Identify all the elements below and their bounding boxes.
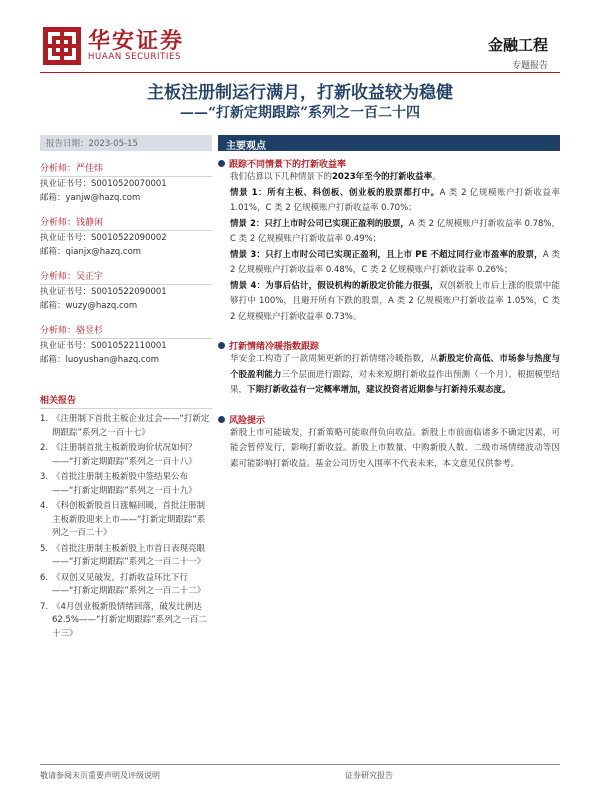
- paragraph: [218, 217, 560, 248]
- list-number: 4.: [40, 501, 49, 511]
- related-reports: [40, 393, 212, 641]
- analyst-email: 邮箱：luoyushan@hazq.com: [40, 355, 160, 365]
- analyst-block: [40, 319, 212, 367]
- main-content: [218, 135, 560, 472]
- analyst-name: 分析师：吴正宇: [40, 265, 212, 285]
- bullet-icon: [218, 416, 225, 423]
- text: 我们估算以下几种情景下的: [230, 172, 333, 182]
- report-subtitle: ——“打新定期跟踪”系列之一百二十四: [179, 105, 421, 121]
- related-report-text: 《首批注册制主板新股上市首日表现亮眼——“打新定期跟踪”系列之一百二十一》: [52, 543, 206, 567]
- list-number: 2.: [40, 443, 49, 453]
- analyst-cert: 执业证书号：S0010522090002: [40, 233, 167, 243]
- analyst-email: 邮箱：yanjw@hazq.com: [40, 193, 141, 203]
- bold-text: 情景 2：只打上市时公司已实现正盈利的股票，: [230, 218, 409, 229]
- bold-text: 情景 4：为事后估计，假设机构的新股定价能力很强，: [230, 280, 439, 291]
- related-report-text: 《注册制首批主板新股询价状况如何？——“打新定期跟踪”系列之一百十八》: [52, 443, 197, 467]
- text: A 类 2 亿规模账户打新收益率 0.78%，C 类 2 亿规模账户打新收益率 0.49%；: [230, 218, 560, 244]
- analyst-name: 分析师：严佳炜: [40, 157, 212, 177]
- paragraph: [218, 352, 560, 399]
- footer-label: 证券研究报告: [345, 771, 393, 780]
- related-report-item: [40, 500, 212, 541]
- related-reports-title: 相关报告: [40, 393, 212, 409]
- section-ipo-returns: [218, 157, 560, 325]
- related-report-item: [40, 572, 212, 599]
- bold-text: 下期打新收益有一定概率增加，建议投资者近期参与打新持乐观态度。: [247, 385, 511, 395]
- analyst-email: 邮箱：qianjx@hazq.com: [40, 247, 142, 257]
- section-heading-text: 风险提示: [229, 415, 266, 426]
- report-date: 报告日期：2023-05-15: [40, 135, 212, 151]
- footer-disclaimer: 敬请参阅末页重要声明及评级说明: [40, 771, 160, 780]
- paragraph: [218, 248, 560, 279]
- related-report-item: [40, 442, 212, 469]
- section-heading-text: 跟踪不同情景下的打新收益率: [229, 160, 347, 170]
- header-divider: [40, 72, 560, 73]
- section-sentiment-index: [218, 339, 560, 399]
- sidebar: [40, 135, 212, 643]
- report-type: 金融工程: [487, 36, 548, 54]
- related-report-text: 《科创板新股首日涨幅回暖，首批注册制主板新股迎来上市——“打新定期跟踪”系列之一百二十》: [52, 501, 206, 538]
- report-title: 主板注册制运行满月，打新收益较为稳健: [147, 83, 453, 103]
- analyst-name: 分析师：钱静闲: [40, 211, 212, 231]
- text: 。: [432, 172, 441, 182]
- analyst-cert: 执业证书号：S0010522110001: [40, 341, 167, 351]
- analyst-cert: 执业证书号：S0010522090001: [40, 287, 167, 297]
- page-header: [0, 0, 600, 80]
- analyst-name: 分析师：骆昱杉: [40, 319, 212, 339]
- huaan-logo-icon: [42, 26, 82, 66]
- analyst-cert: 执业证书号：S0010520070001: [40, 179, 167, 189]
- section-heading-text: 打新情绪冷暖指数跟踪: [229, 342, 320, 352]
- related-report-text: 《首批注册制主板新股中签结果公布——“打新定期跟踪”系列之一百十九》: [52, 472, 197, 496]
- bold-text: 新股定价高低、市场参与热度与个股盈利能力: [230, 354, 560, 380]
- related-report-item: [40, 471, 212, 498]
- analyst-email: 邮箱：wuzy@hazq.com: [40, 301, 138, 311]
- bold-text: 情景 1：所有主板、科创板、创业板的股票都打中。: [230, 187, 440, 198]
- text: A 类 2 亿规模账户打新收益率 0.48%，C 类 2 亿规模账户打新收益率 0.26%；: [230, 249, 560, 275]
- related-report-text: 《4月创业板新股情绪回落，破发比例达62.5%——“打新定期跟踪”系列之一百二十三》: [52, 601, 207, 639]
- list-number: 1.: [40, 414, 49, 424]
- related-report-text: 《注册制下首批主板企业过会——“打新定期跟踪”系列之一百十七》: [52, 414, 210, 438]
- bold-text: 2023年至今的打新收益率: [332, 172, 433, 182]
- related-report-item: [40, 601, 212, 642]
- bullet-icon: [218, 160, 225, 167]
- section-heading: [218, 413, 560, 426]
- section-heading: [218, 339, 560, 352]
- related-report-text: 《双创又见破发，打新收益环比下行——“打新定期跟踪”系列之一百二十二》: [52, 572, 206, 596]
- related-report-item: [40, 543, 212, 570]
- bold-text: 情景 3：只打上市时公司已实现正盈利，且上市 PE 不超过同行业市盈率的股票，: [230, 249, 543, 260]
- list-number: 3.: [40, 472, 49, 482]
- related-reports-list: [40, 413, 212, 641]
- section-heading: [218, 157, 560, 170]
- analyst-block: [40, 211, 212, 259]
- report-subtype: 专题报告: [511, 61, 548, 71]
- brand-name-en: HUAAN SECURITIES: [88, 52, 181, 62]
- analyst-block: [40, 157, 212, 205]
- analyst-block: [40, 265, 212, 313]
- brand-name: 华安证券: [88, 28, 185, 54]
- bullet-icon: [218, 342, 225, 349]
- list-number: 7.: [40, 601, 49, 612]
- text: 三个层面进行跟踪，对未来短期打新收益作出预测（一个月），根据模型结果，: [230, 369, 560, 395]
- text: 华安金工构造了一款周频更新的打新情绪冷暖指数，从: [230, 354, 439, 364]
- paragraph: [218, 170, 560, 186]
- paragraph: 新股上市可能破发，打新策略可能取得负向收益。新股上市前面临诸多不确定因素，可能会暂停发行，影响打新收益。新股上市数量、中购新股人数、二级市场情绪波动等因素可能影响打新收益。基金公司历史入围率不代表未来，本文意见仅供参考。: [230, 427, 560, 469]
- paragraph: [218, 279, 560, 326]
- section-risk-warning: [218, 413, 560, 473]
- text: 双创新股上市后上涨的股票中能够打中 100%，且避开所有下跌的股票，A 类 2 亿规模账户打新收益率 1.05%，C 类 2 亿规模账户打新收益率 0.73%。: [230, 280, 560, 322]
- footer-divider: [40, 764, 560, 765]
- list-number: 5.: [40, 543, 49, 554]
- main-section-title: 主要观点: [218, 135, 560, 151]
- paragraph: [218, 186, 560, 217]
- related-report-item: [40, 413, 212, 440]
- list-number: 6.: [40, 572, 49, 583]
- text: A 类 2 亿规模账户打新收益率 1.01%，C 类 2 亿规模账户打新收益率 0.70%；: [230, 187, 560, 213]
